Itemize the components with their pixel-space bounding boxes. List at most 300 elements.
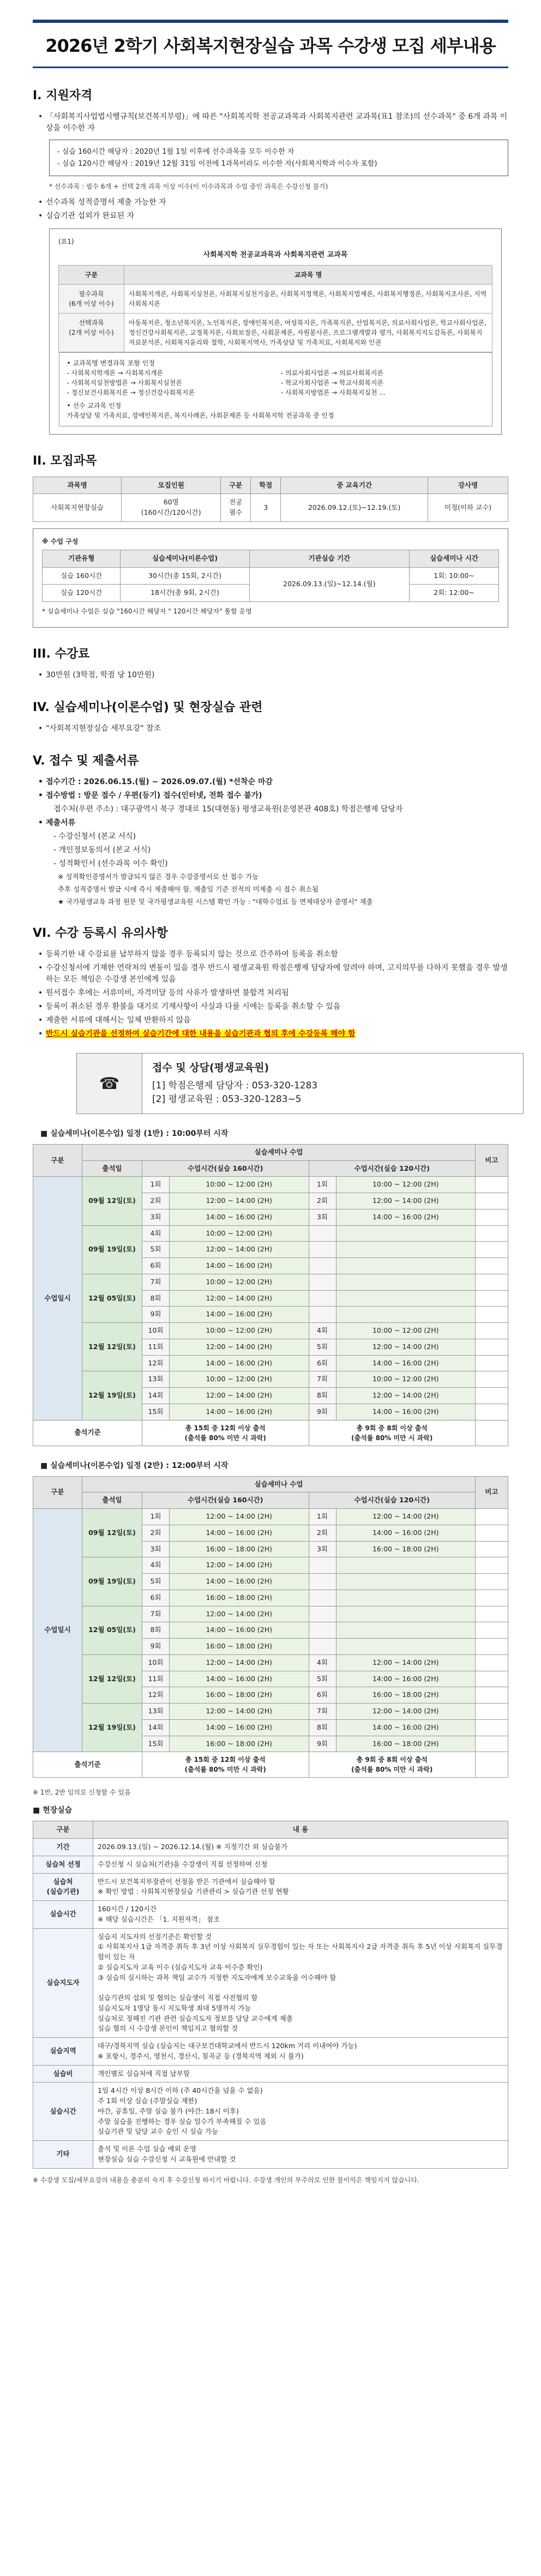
col-header: 모집인원 <box>122 477 221 494</box>
remark-cell <box>476 1541 508 1557</box>
session-number: 13회 <box>142 1371 170 1388</box>
col-header: 과목명 <box>33 477 122 494</box>
date-cell: 09월 19일(토) <box>82 1225 142 1274</box>
session-time <box>336 1258 476 1274</box>
session-number <box>309 1225 336 1242</box>
eligibility-item: • 실습기관 섭외가 완료된 자 <box>46 210 508 222</box>
section-heading-fee: III. 수강료 <box>33 647 90 661</box>
session-number: 15회 <box>142 1404 170 1420</box>
attendance-160: 총 15회 중 12회 이상 출석 (출석률 80% 미만 시 과락) <box>142 1752 309 1778</box>
session-number: 5회 <box>309 1339 336 1355</box>
table-row <box>33 1654 508 1671</box>
table-cell: 60명 (160시간/120시간) <box>122 494 221 522</box>
highlight-notice: 반드시 실습기관을 선정하여 실습기간에 대한 내용을 실습기관과 협의 후에 수강등록 해야 함 <box>46 1030 356 1039</box>
session-number: 6회 <box>309 1355 336 1371</box>
table-row <box>33 1371 508 1388</box>
session-time: 16:00 ~ 18:00 (2H) <box>170 1590 309 1606</box>
session-number: 9회 <box>142 1639 170 1655</box>
col-header: 수업시간(실습 120시간) <box>309 1160 476 1177</box>
session-time: 10:00 ~ 12:00 (2H) <box>336 1371 476 1388</box>
class-structure-table <box>42 550 499 602</box>
session-number: 7회 <box>309 1704 336 1720</box>
session-number: 7회 <box>309 1371 336 1388</box>
attendance-120: 총 9회 중 8회 이상 출석 (출석률 80% 미만 시 과락) <box>309 1420 476 1446</box>
remark-cell <box>476 1704 508 1720</box>
date-cell: 12월 19일(토) <box>82 1371 142 1420</box>
session-time: 12:00 ~ 14:00 (2H) <box>170 1509 309 1525</box>
phone-icon: ☎ <box>77 1054 142 1114</box>
session-number: 3회 <box>142 1541 170 1557</box>
col-header: 출석일 <box>82 1160 142 1177</box>
session-number: 5회 <box>142 1242 170 1258</box>
session-time <box>336 1557 476 1574</box>
session-number: 4회 <box>142 1557 170 1574</box>
schedule-1-title: ■ 실습세미나(이론수업) 일정 (1반) : 10:00부터 시작 <box>40 1129 229 1138</box>
session-number: 6회 <box>142 1590 170 1606</box>
remark-cell <box>476 1525 508 1541</box>
session-number: 9회 <box>309 1404 336 1420</box>
col-header: 중 교육기간 <box>281 477 428 494</box>
session-time: 16:00 ~ 18:00 (2H) <box>170 1639 309 1655</box>
section-heading-seminar: IV. 실습세미나(이론수업) 및 현장실습 관련 <box>33 701 263 714</box>
application-address: 접수처(우편 주소) : 대구광역시 북구 경대로 15(대현동) 평생교육원(운영본관 408호) 학점은행제 담당자 <box>53 805 403 814</box>
remark-cell <box>476 1736 508 1752</box>
session-time: 10:00 ~ 12:00 (2H) <box>170 1323 309 1339</box>
remark-cell <box>476 1752 508 1778</box>
session-time: 14:00 ~ 16:00 (2H) <box>170 1355 309 1371</box>
table-cell: 전공 필수 <box>221 494 251 522</box>
session-number: 6회 <box>309 1687 336 1704</box>
session-time <box>336 1622 476 1639</box>
session-number <box>309 1639 336 1655</box>
session-number <box>309 1590 336 1606</box>
table-row <box>33 1856 508 1873</box>
row-label: 기간 <box>33 1839 93 1856</box>
table-row <box>33 2065 508 2083</box>
table-cell: 2회: 12:00~ <box>410 585 499 602</box>
session-time: 12:00 ~ 14:00 (2H) <box>170 1339 309 1355</box>
row-label: 선택과목 (2개 이상 이수) <box>59 313 124 352</box>
session-time: 16:00 ~ 18:00 (2H) <box>336 1687 476 1704</box>
sub-note: * 실습세미나 수업은 실습 "160시간 해당자 " 120시간 해당자" 통합 운영 <box>42 607 252 615</box>
session-time: 14:00 ~ 16:00 (2H) <box>170 1622 309 1639</box>
table-cell: 실습 120시간 <box>43 585 121 602</box>
session-time: 14:00 ~ 16:00 (2H) <box>170 1307 309 1323</box>
hours-120: - 실습 120시간 해당자 : 2019년 12월 31일 이전에 1과목이라도 이수한 자(사회복지학과 이수자 포함) <box>57 159 377 168</box>
table-row <box>33 1274 508 1290</box>
session-number: 1회 <box>309 1509 336 1525</box>
col-header: 비고 <box>476 1144 508 1177</box>
session-time: 12:00 ~ 14:00 (2H) <box>170 1388 309 1404</box>
row-label: 실습처 선정 <box>33 1856 93 1873</box>
contact-heading: 접수 및 상담(평생교육원) <box>152 1062 269 1074</box>
remark-cell <box>476 1177 508 1193</box>
remark-cell <box>476 1209 508 1225</box>
session-number: 9회 <box>142 1307 170 1323</box>
date-cell: 12월 12일(토) <box>82 1323 142 1371</box>
schedule-2-table <box>33 1476 508 1778</box>
remark-cell <box>476 1193 508 1209</box>
session-time: 12:00 ~ 14:00 (2H) <box>336 1388 476 1404</box>
prereq-note: * 선수과목 : 필수 6개 + 선택 2개 과목 이상 이수(이 이수과목과 수업 중인 과목은 수강신청 불가) <box>49 183 328 190</box>
session-number: 2회 <box>142 1193 170 1209</box>
remark-cell <box>476 1509 508 1525</box>
doc-item: - 개인정보동의서 (본교 서식) <box>53 846 151 854</box>
session-number: 10회 <box>142 1654 170 1671</box>
table-label: (표1) <box>58 238 74 245</box>
section-heading-eligibility: I. 지원자격 <box>33 89 93 103</box>
table-row <box>33 1704 508 1720</box>
session-time: 14:00 ~ 16:00 (2H) <box>170 1719 309 1736</box>
table-cell: 18시간(총 9회, 2시간) <box>121 585 249 602</box>
col-header: 기관유형 <box>43 550 121 567</box>
note-line: • 교과목명 변경과목 포함 인정 <box>67 359 155 367</box>
notice-item: • 제출한 서류에 대해서는 일체 반환하지 않음 <box>46 1015 508 1026</box>
session-time: 12:00 ~ 14:00 (2H) <box>336 1704 476 1720</box>
session-time: 10:00 ~ 12:00 (2H) <box>336 1323 476 1339</box>
col-header: 비고 <box>476 1476 508 1509</box>
session-number: 5회 <box>309 1671 336 1687</box>
table-row <box>33 1557 508 1574</box>
session-time: 16:00 ~ 18:00 (2H) <box>170 1541 309 1557</box>
remark-cell <box>476 1323 508 1339</box>
session-number: 4회 <box>309 1323 336 1339</box>
attendance-label: 출석기준 <box>33 1752 142 1778</box>
seminar-item: • "사회복지현장실습 세부요강" 참조 <box>46 723 508 735</box>
session-number: 3회 <box>142 1209 170 1225</box>
table-cell: 30시간(총 15회, 2시간) <box>121 567 249 585</box>
session-number: 14회 <box>142 1719 170 1736</box>
schedule-2-title: ■ 실습세미나(이론수업) 일정 (2반) : 12:00부터 시작 <box>40 1461 229 1470</box>
session-time: 10:00 ~ 12:00 (2H) <box>170 1371 309 1388</box>
session-number <box>309 1606 336 1622</box>
session-number: 14회 <box>142 1388 170 1404</box>
row-text: 수강신청 시 실습처(기관)을 수강생이 직접 선정하여 신청 <box>93 1856 508 1873</box>
note-line: - 정신보건사회복지론 → 정신건강사회복지론 <box>67 388 195 396</box>
session-number <box>309 1557 336 1574</box>
note-line: - 사회복지방법론 → 사회복지실천 ... <box>281 388 386 396</box>
doc-item: ★ 국가평생교육 과정 원문 및 국가평생교육원 시스템 확인 가능 : "대학수업료 등 면제대상자 증명서" 제출 <box>53 897 373 906</box>
date-cell: 09월 12일(토) <box>82 1177 142 1225</box>
session-number: 6회 <box>142 1258 170 1274</box>
remark-cell <box>476 1622 508 1639</box>
date-cell: 12월 12일(토) <box>82 1654 142 1703</box>
session-time: 12:00 ~ 14:00 (2H) <box>170 1654 309 1671</box>
table-cell: 1회: 10:00~ <box>410 567 499 585</box>
session-number: 12회 <box>142 1355 170 1371</box>
row-label: 실습지도자 <box>33 1928 93 2038</box>
session-number: 3회 <box>309 1209 336 1225</box>
course-table-frame <box>49 228 502 435</box>
session-number: 8회 <box>309 1388 336 1404</box>
session-time <box>336 1590 476 1606</box>
remark-cell <box>476 1242 508 1258</box>
date-cell: 12월 19일(토) <box>82 1704 142 1752</box>
eligibility-item: • 선수과목 성적증명서 제출 가능한 자 <box>46 197 508 208</box>
col-header: 구분 <box>221 477 251 494</box>
class-structure-frame <box>33 528 508 628</box>
session-time: 14:00 ~ 16:00 (2H) <box>170 1671 309 1687</box>
session-time: 12:00 ~ 14:00 (2H) <box>336 1193 476 1209</box>
table-cell: 2026.09.13.(일)~12.14.(월) <box>249 567 409 602</box>
date-cell: 09월 19일(토) <box>82 1557 142 1606</box>
session-time: 14:00 ~ 16:00 (2H) <box>336 1355 476 1371</box>
col-header: 구분 <box>33 1821 93 1839</box>
attendance-120: 총 9회 중 8회 이상 출석 (출석률 80% 미만 시 과락) <box>309 1752 476 1778</box>
session-number <box>309 1242 336 1258</box>
session-number: 2회 <box>309 1193 336 1209</box>
date-cell: 12월 05일(토) <box>82 1274 142 1322</box>
row-label: 기타 <box>33 2141 93 2169</box>
col-header: 수업시간(실습 160시간) <box>142 1492 309 1509</box>
session-time: 16:00 ~ 18:00 (2H) <box>336 1736 476 1752</box>
session-time: 10:00 ~ 12:00 (2H) <box>170 1177 309 1193</box>
session-number: 2회 <box>309 1525 336 1541</box>
session-number <box>309 1622 336 1639</box>
notice-item: • 원서접수 후에는 서류미비, 자격미달 등의 사유가 발생하면 불합격 처리됨 <box>46 988 508 999</box>
row-text: 출석 및 이론 수업 실습 예외 운영 현장실습 실습 수강신청 시 교육원에 안내할 것 <box>93 2141 508 2169</box>
remark-cell <box>476 1355 508 1371</box>
session-time: 12:00 ~ 14:00 (2H) <box>170 1193 309 1209</box>
remark-cell <box>476 1719 508 1736</box>
contact-box <box>76 1053 524 1114</box>
row-text: 사회복지개론, 사회복지실천론, 사회복지실천기술론, 사회복지정책론, 사회복지법제론, 사회복지행정론, 사회복지조사론, 지역사회복지론 <box>124 284 492 313</box>
note-line: - 사회복지학개론 → 사회복지개론 <box>67 369 164 377</box>
col-header: 학점 <box>251 477 281 494</box>
session-number <box>309 1574 336 1590</box>
table-row <box>33 1509 508 1525</box>
table-cell: 3 <box>251 494 281 522</box>
hours-160: - 실습 160시간 해당자 : 2020년 1월 1일 이후에 선수과목을 모두 이수한 자 <box>57 148 294 156</box>
note-line: • 선수 교과목 인정 <box>67 401 122 410</box>
title-bar <box>33 20 508 68</box>
table-cell: 사회복지현장실습 <box>33 494 122 522</box>
session-number: 13회 <box>142 1704 170 1720</box>
row-label: 실습시간 <box>33 1901 93 1929</box>
session-time: 12:00 ~ 14:00 (2H) <box>336 1509 476 1525</box>
table-row <box>33 1177 508 1193</box>
remark-cell <box>476 1307 508 1323</box>
doc-item: ※ 성적확인증명서가 발급되지 않은 경우 수강증명서로 선 접수 가능 <box>53 872 259 881</box>
session-time: 14:00 ~ 16:00 (2H) <box>336 1525 476 1541</box>
row-text: 반드시 보건복지부장관이 선정을 받은 기관에서 실습해야 함 ※ 확인 방법 : 사회복지현장실습 기관관리 > 실습기관 선정 현황 <box>93 1873 508 1901</box>
session-number <box>309 1274 336 1290</box>
session-time <box>336 1574 476 1590</box>
session-time: 16:00 ~ 18:00 (2H) <box>170 1736 309 1752</box>
row-label: 실습비 <box>33 2065 93 2083</box>
session-time: 14:00 ~ 16:00 (2H) <box>336 1671 476 1687</box>
note-line: - 사회복지실천방법론 → 사회복지실천론 <box>67 378 182 387</box>
table-row <box>33 1225 508 1242</box>
session-number: 1회 <box>309 1177 336 1193</box>
row-label: 실습지역 <box>33 2038 93 2066</box>
remark-cell <box>476 1339 508 1355</box>
table-cell: 미정(이하 교수) <box>428 494 508 522</box>
notice-item: • 등록기한 내 수강료를 납부하지 않을 경우 등록되지 않는 것으로 간주하여 등록을 취소함 <box>46 949 508 960</box>
note-line: - 의료사회사업론 → 의료사회복지론 <box>281 369 384 377</box>
session-time: 14:00 ~ 16:00 (2H) <box>170 1574 309 1590</box>
remark-cell <box>476 1654 508 1671</box>
field-practice-title: ■ 현장실습 <box>33 1806 73 1815</box>
remark-cell <box>476 1225 508 1242</box>
course-table <box>58 265 492 426</box>
col-header: 실습세미나 수업 <box>82 1144 476 1160</box>
notice-item: • 등록이 취소된 경우 환불을 대기로 기재사항이 사실과 다를 시에는 등록을 취소할 수 있음 <box>46 1001 508 1013</box>
footnote: ※ 수강생 모집/세부요강의 내용을 충분히 숙지 후 수강신청 하시기 바랍니다. 수강생 개인의 부주의로 인한 불이익은 책임지지 않습니다. <box>33 2176 419 2184</box>
session-time: 12:00 ~ 14:00 (2H) <box>170 1704 309 1720</box>
session-time: 14:00 ~ 16:00 (2H) <box>336 1209 476 1225</box>
class-choice-note: ※ 1반, 2반 임의로 신청할 수 있음 <box>33 1789 131 1797</box>
session-time: 14:00 ~ 16:00 (2H) <box>336 1404 476 1420</box>
session-time <box>336 1639 476 1655</box>
session-time: 12:00 ~ 14:00 (2H) <box>170 1606 309 1622</box>
sub-label: ※ 수업 구성 <box>42 537 79 545</box>
session-number: 8회 <box>142 1622 170 1639</box>
remark-cell <box>476 1404 508 1420</box>
session-number: 8회 <box>142 1290 170 1307</box>
row-text: 아동복지론, 청소년복지론, 노인복지론, 장애인복지론, 여성복지론, 가족복지론, 산업복지론, 의료사회사업론, 학교사회사업론, 정신건강사회복지론, 교정복지론, 사회보장론, 사회문제론, 자원봉사론, 프로그램개발과 평가, 사회복지지도감독론, 사회복지자료분석론, 사회복지윤리와 철학, 사회복지역사, 가족상담 및 가족치료, 사회복지와 인권 <box>124 313 492 352</box>
session-time: 16:00 ~ 18:00 (2H) <box>170 1687 309 1704</box>
remark-cell <box>476 1420 508 1446</box>
row-label: 수업일시 <box>33 1509 82 1752</box>
session-number <box>309 1307 336 1323</box>
session-number: 2회 <box>142 1525 170 1541</box>
contact-line: [1] 학점은행제 담당자 : 053-320-1283 <box>152 1080 318 1091</box>
session-number: 11회 <box>142 1671 170 1687</box>
remark-cell <box>476 1274 508 1290</box>
date-cell: 12월 05일(토) <box>82 1606 142 1654</box>
col-header: 강사명 <box>428 477 508 494</box>
table-row <box>33 2038 508 2066</box>
section-heading-notes: VI. 수강 등록시 유의사항 <box>33 926 168 941</box>
doc-item: - 수강신청서 (본교 서식) <box>53 832 136 841</box>
course-notes <box>59 352 492 426</box>
hours-box <box>49 140 508 176</box>
session-number: 7회 <box>142 1606 170 1622</box>
remark-cell <box>476 1687 508 1704</box>
session-time <box>336 1225 476 1242</box>
col-header: 수업시간(실습 120시간) <box>309 1492 476 1509</box>
session-time: 12:00 ~ 14:00 (2H) <box>336 1654 476 1671</box>
session-number: 4회 <box>142 1225 170 1242</box>
session-number: 10회 <box>142 1323 170 1339</box>
col-header: 교과목 명 <box>124 265 492 284</box>
session-time: 14:00 ~ 16:00 (2H) <box>336 1719 476 1736</box>
session-number: 12회 <box>142 1687 170 1704</box>
table-row <box>33 2083 508 2141</box>
col-header: 수업시간(실습 160시간) <box>142 1160 309 1177</box>
notice-item: • 수강신청서에 기재한 연락처의 변동이 있을 경우 반드시 평생교육원 학점은행제 담당자에 알려야 하며, 고지의무를 다하지 못했을 경우 발생하는 모든 책임은 수강생 본인에게 있음 <box>46 962 508 985</box>
note-line: - 학교사회사업론 → 학교사회복지론 <box>281 378 384 387</box>
remark-cell <box>476 1388 508 1404</box>
remark-cell <box>476 1557 508 1574</box>
remark-cell <box>476 1258 508 1274</box>
session-time: 12:00 ~ 14:00 (2H) <box>170 1242 309 1258</box>
remark-cell <box>476 1590 508 1606</box>
row-label: 실습시간 <box>33 2083 93 2141</box>
fee-item: • 30만원 (3학점, 학점 당 10만원) <box>46 670 508 681</box>
remark-cell <box>476 1574 508 1590</box>
session-number: 9회 <box>309 1736 336 1752</box>
eligibility-item: • 「사회복지사업법시행규칙(보건복지부령)」에 따른 "사회복지학 전공교과목과 사회복지관련 교과목(표1 참조)의 선수과목" 중 6개 과목 이상을 이수한 자 <box>46 111 508 134</box>
col-header: 구분 <box>33 1476 82 1509</box>
col-header: 실습세미나 시간 <box>410 550 499 567</box>
row-label: 필수과목 (6개 이상 이수) <box>59 284 124 313</box>
table-caption: 사회복지학 전공교과목과 사회복지관련 교과목 <box>203 251 348 259</box>
col-header: 기관실습 기간 <box>249 550 409 567</box>
session-time: 14:00 ~ 16:00 (2H) <box>170 1404 309 1420</box>
session-number: 1회 <box>142 1509 170 1525</box>
row-label: 실습처 (실습기관) <box>33 1873 93 1901</box>
row-text: 1일 4시간 이상 8시간 이하 (주 40시간을 넘을 수 없음) 주 1회 이상 실습 (주말실습 제한) 야간, 공휴일, 주말 실습 불가 (야간: 18시 이후) 주말 실습을 진행하는 경우 실습 일수가 부족해질 수 있음 실습기관 및 담당 교수 승인 시 실습 가능 <box>93 2083 508 2141</box>
session-time: 14:00 ~ 16:00 (2H) <box>170 1209 309 1225</box>
table-row <box>33 1606 508 1622</box>
remark-cell <box>476 1671 508 1687</box>
col-header: 내 용 <box>93 1821 508 1839</box>
session-time <box>336 1307 476 1323</box>
row-text: 2026.09.13.(일) ~ 2026.12.14.(월) ※ 지정기간 외 실습불가 <box>93 1839 508 1856</box>
session-time: 10:00 ~ 12:00 (2H) <box>170 1274 309 1290</box>
session-time: 10:00 ~ 12:00 (2H) <box>170 1225 309 1242</box>
session-time: 10:00 ~ 12:00 (2H) <box>336 1177 476 1193</box>
session-time <box>336 1606 476 1622</box>
application-method: • 접수방법 : 방문 접수 / 우편(등기) 접수(인터넷, 전화 접수 불가) <box>46 790 508 802</box>
session-time: 14:00 ~ 16:00 (2H) <box>170 1525 309 1541</box>
application-period: • 접수기간 : 2026.06.15.(월) ~ 2026.09.07.(월) *선착순 마감 <box>46 777 508 788</box>
session-number: 8회 <box>309 1719 336 1736</box>
col-header: 실습세미나(이론수업) <box>121 550 249 567</box>
doc-item: 추후 성적증명서 발급 시에 즉시 제출해야 함. 제출일 기준 전적의 미제출 시 접수 취소됨 <box>53 884 319 893</box>
remark-cell <box>476 1639 508 1655</box>
required-docs-label: • 제출서류 <box>46 817 508 829</box>
col-header: 실습세미나 수업 <box>82 1476 476 1492</box>
attendance-label: 출석기준 <box>33 1420 142 1446</box>
session-number: 5회 <box>142 1574 170 1590</box>
session-time: 16:00 ~ 18:00 (2H) <box>336 1541 476 1557</box>
table-row <box>33 2141 508 2169</box>
date-cell: 09월 12일(토) <box>82 1509 142 1557</box>
table-row <box>33 1928 508 2038</box>
contact-line: [2] 평생교육원 : 053-320-1283~5 <box>152 1094 302 1105</box>
field-practice-table <box>33 1821 508 2168</box>
remark-cell <box>476 1606 508 1622</box>
row-text: 160시간 / 120시간 ※ 해당 실습시간은 「1. 지원자격」 참조 <box>93 1901 508 1929</box>
col-header: 구분 <box>33 1144 82 1177</box>
remark-cell <box>476 1371 508 1388</box>
table-cell: 2026.09.12.(토)~12.19.(토) <box>281 494 428 522</box>
table-row <box>33 1873 508 1901</box>
page-title: 2026년 2학기 사회복지현장실습 과목 수강생 모집 세부내용 <box>45 35 496 56</box>
session-time <box>336 1290 476 1307</box>
col-header: 구분 <box>59 265 124 284</box>
note-line: 가족상담 및 가족치료, 장애인복지론, 복지사례론, 사회문제론 등 사회복지학 전공과목 중 인정 <box>67 411 334 419</box>
session-number <box>309 1290 336 1307</box>
remark-cell <box>476 1290 508 1307</box>
table-row <box>33 1323 508 1339</box>
session-time <box>336 1274 476 1290</box>
session-number: 1회 <box>142 1177 170 1193</box>
section-heading-courses: II. 모집과목 <box>33 454 97 468</box>
session-number <box>309 1258 336 1274</box>
row-text: 실습지 지도자의 선정기준은 확인할 것 ① 사회복지사 1급 자격증 취득 후 3년 이상 사회복지 실무경험이 있는 자 또는 사회복지사 2급 자격증 취득 후 5년 이상 사회복지 실무경험이 있는 자 ② 실습지도자 교육 이수 (실습지도자 교육 이수증 확인) ③ 실습의 실시하는 과목 책임 교수가 지정한 지도자에게 보수교육을 이수해야 함 실습기관의 섭외 및 협의는 실습생이 직접 사전협의 함 실습지도자 1명당 동시 지도학생 최대 5명까지 가능 실습처로 정해진 기관 관련 실습지도자 정보를 담당 교수에게 제출 실습 협의 시 수강생 본인이 책임지고 협의할 것 <box>93 1928 508 2038</box>
table-cell: 실습 160시간 <box>43 567 121 585</box>
section-heading-application: V. 접수 및 제출서류 <box>33 754 139 768</box>
session-number: 7회 <box>142 1274 170 1290</box>
session-number: 4회 <box>309 1654 336 1671</box>
session-number: 3회 <box>309 1541 336 1557</box>
row-text: 개인별로 실습처에 직접 납부함 <box>93 2065 508 2083</box>
table-row <box>33 1901 508 1929</box>
